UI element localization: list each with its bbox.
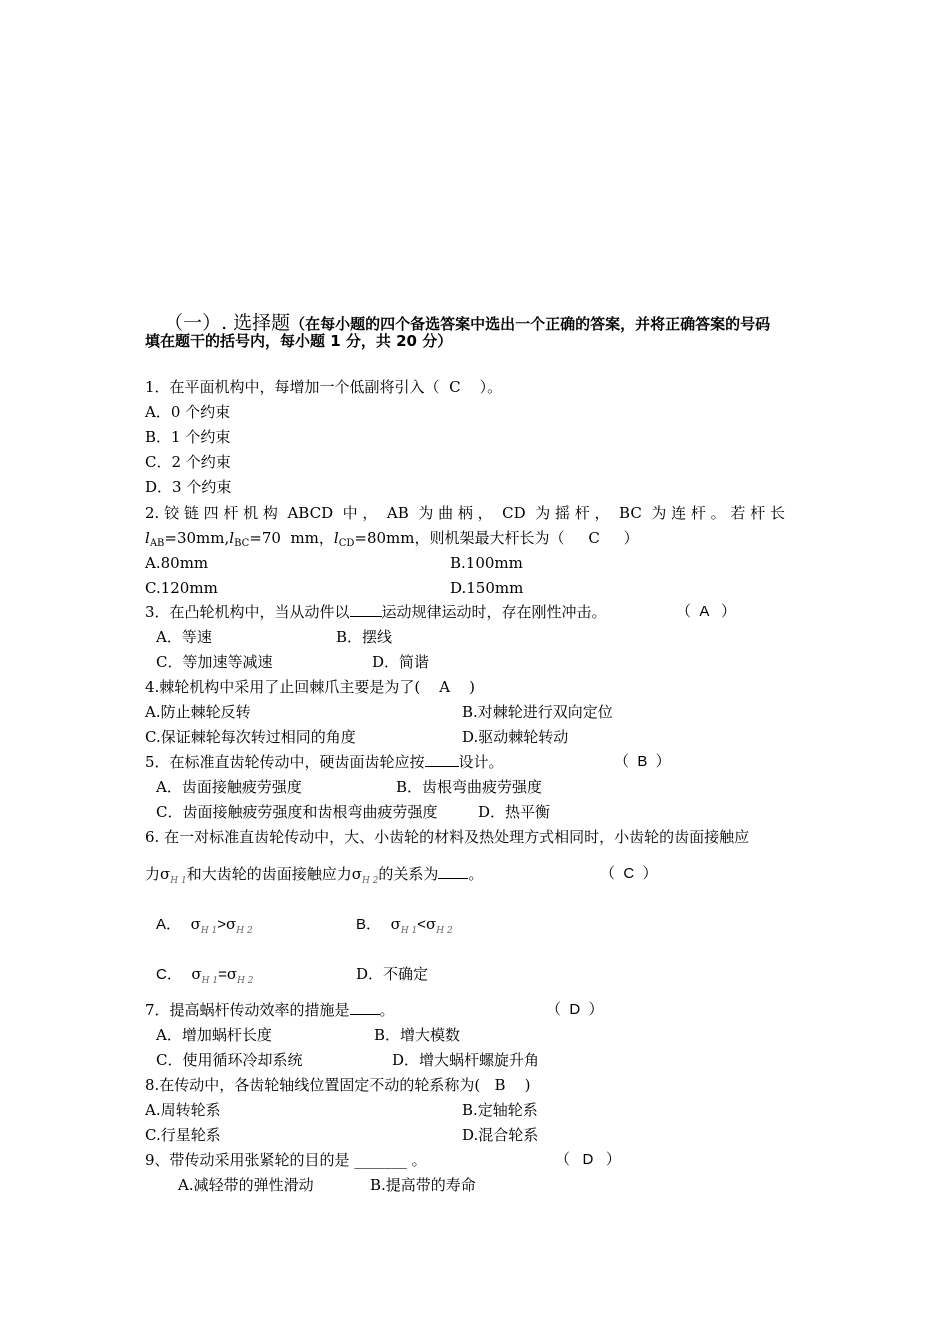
q6-stem-2d: 。 [468,865,484,883]
q6-blank [438,864,468,879]
q2-v1: =30mm, [164,529,230,547]
sigma-subscript: H 1 [170,876,187,886]
section-title: （一）. 选择题 [164,312,291,334]
option-operator: = [218,966,227,983]
sigma-subscript: H 2 [236,926,253,936]
option-operator: < [417,916,427,933]
q7-blank [350,1000,380,1015]
sigma-symbol: σ [190,915,201,933]
sigma-symbol: σ [226,915,237,933]
q3-option-b: B．摆线 [336,628,393,646]
q4-option-b: B.对棘轮进行双向定位 [462,703,613,721]
q7-option-b: B．增大模数 [374,1026,461,1044]
q6-stem-line-1: 6. 在一对标准直齿轮传动中，大、小齿轮的材料及热处理方式相同时，小齿轮的齿面接触应 [145,828,750,846]
q7-option-d: D．增大蜗杆螺旋升角 [392,1051,540,1069]
q3-stem-pre: 3．在凸轮机构中，当从动件以 [145,603,350,621]
q6-stem-2a: 力 [145,865,161,883]
section-instruction-1: （在每小题的四个备选答案中选出一个正确的答案，并将正确答案的号码 [290,315,771,333]
q2-stem-line-1: 2. 铰 链 四 杆 机 构 ABCD 中 ， AB 为 曲 柄 ， CD 为 摇 杆 ， BC 为 连 杆 。 若 杆 长 [145,504,785,522]
sigma-symbol: σ [191,965,202,983]
q2-l-bc: l [229,529,235,547]
q1-option-d: D．3 个约束 [145,478,232,496]
q3-option-a: A．等速 [156,628,212,646]
q7-stem-pre: 7．提高蜗杆传动效率的措施是 [145,1001,350,1019]
q8-option-b: B.定轴轮系 [462,1101,538,1119]
q7-option-c: C．使用循环冷却系统 [156,1051,303,1069]
q2-option-b: B.100mm [450,554,523,572]
q2-sub-cd: CD [338,538,355,549]
option-operator: > [217,916,227,933]
sigma-subscript: H 2 [436,926,453,936]
q8-option-d: D.混合轮系 [462,1126,539,1144]
q2-l-ab: l [145,529,150,547]
sigma-subscript: H 1 [201,976,219,986]
q1-option-a: A．0 个约束 [145,403,231,421]
q7-stem [145,1000,395,1020]
q2-option-c: C.120mm [145,579,218,597]
q6-option-a [156,914,253,941]
q2-sub-ab: AB [149,538,165,549]
q6-option-d: D．不确定 [356,965,429,983]
q2-l-cd: l [333,529,339,547]
q5-option-a: A．齿面接触疲劳强度 [156,778,302,796]
q2-sub-bc: BC [234,538,250,549]
q7-option-a: A．增加蜗杆长度 [156,1026,272,1044]
q5-stem-pre: 5．在标准直齿轮传动中，硬齿面齿轮应按 [145,753,425,771]
q5-option-d: D．热平衡 [478,803,551,821]
sigma-subscript: H 1 [400,926,418,936]
q4-option-c: C.保证棘轮每次转过相同的角度 [145,728,356,746]
q7-answer: （ D ） [546,1001,604,1018]
sigma-h2 [351,865,379,886]
section-instruction-2: 填在题干的括号内，每小题 1 分，共 20 分） [145,332,453,350]
option-label: C． [156,966,182,983]
q6-stem-line-2 [145,864,483,891]
q9-stem: 9、带传动采用张紧轮的目的是 _______ 。 [145,1151,427,1169]
q8-option-c: C.行星轮系 [145,1126,221,1144]
q4-stem: 4.棘轮机构中采用了止回棘爪主要是为了( A ) [145,678,475,696]
q6-option-b [356,914,453,941]
q9-option-b: B.提高带的寿命 [370,1176,476,1194]
q3-stem [145,602,607,622]
q7-stem-post: 。 [379,1001,395,1019]
q1-option-c: C．2 个约束 [145,453,231,471]
q5-answer: （ B ） [614,753,671,770]
sigma-symbol: σ [160,865,171,883]
q4-option-d: D.驱动棘轮转动 [462,728,569,746]
q8-option-a: A.周转轮系 [145,1101,221,1119]
q3-option-c: C．等加速等减速 [156,653,273,671]
q2-stem-line-2 [145,528,639,554]
q4-option-a: A.防止棘轮反转 [145,703,251,721]
q1-stem: 1．在平面机构中，每增加一个低副将引入（ C ）。 [145,378,503,396]
q2-option-a: A.80mm [145,554,209,572]
option-label: A． [156,916,182,933]
sigma-symbol: σ [226,965,238,983]
sigma-symbol: σ [351,865,362,883]
q9-option-a: A.减轻带的弹性滑动 [178,1176,314,1194]
q8-stem: 8.在传动中，各齿轮轴线位置固定不动的轮系称为( B ) [145,1076,531,1094]
sigma-symbol: σ [390,915,401,933]
q5-option-c: C．齿面接触疲劳强度和齿根弯曲疲劳强度 [156,803,438,821]
q5-option-b: B．齿根弯曲疲劳强度 [396,778,543,796]
q6-answer: （ C ） [600,865,658,882]
q3-blank [350,602,382,617]
q6-option-c [156,964,254,991]
sigma-subscript: H 2 [361,876,379,886]
q3-stem-post: 运动规律运动时，存在刚性冲击。 [381,603,607,621]
q5-stem-post: 设计。 [458,753,504,771]
q5-stem [145,752,504,772]
sigma-subscript: H 1 [200,926,218,936]
q2-option-d: D.150mm [450,579,524,597]
q6-stem-2c: 的关系为 [378,865,439,883]
q1-option-b: B．1 个约束 [145,428,231,446]
option-label: B． [356,916,382,933]
sigma-symbol: σ [426,915,437,933]
sigma-subscript: H 2 [237,976,254,986]
q2-v3: =80mm，则机架最大杆长为（ C ） [354,529,639,547]
q9-answer: （ D ） [555,1151,621,1168]
q3-option-d: D．简谐 [372,653,430,671]
q5-blank [425,752,459,767]
q2-v2: =70 mm， [249,529,334,547]
q3-answer: （ A ） [676,603,737,620]
q6-stem-2b: 和大齿轮的齿面接触应力 [186,865,352,883]
sigma-h1 [160,865,187,886]
